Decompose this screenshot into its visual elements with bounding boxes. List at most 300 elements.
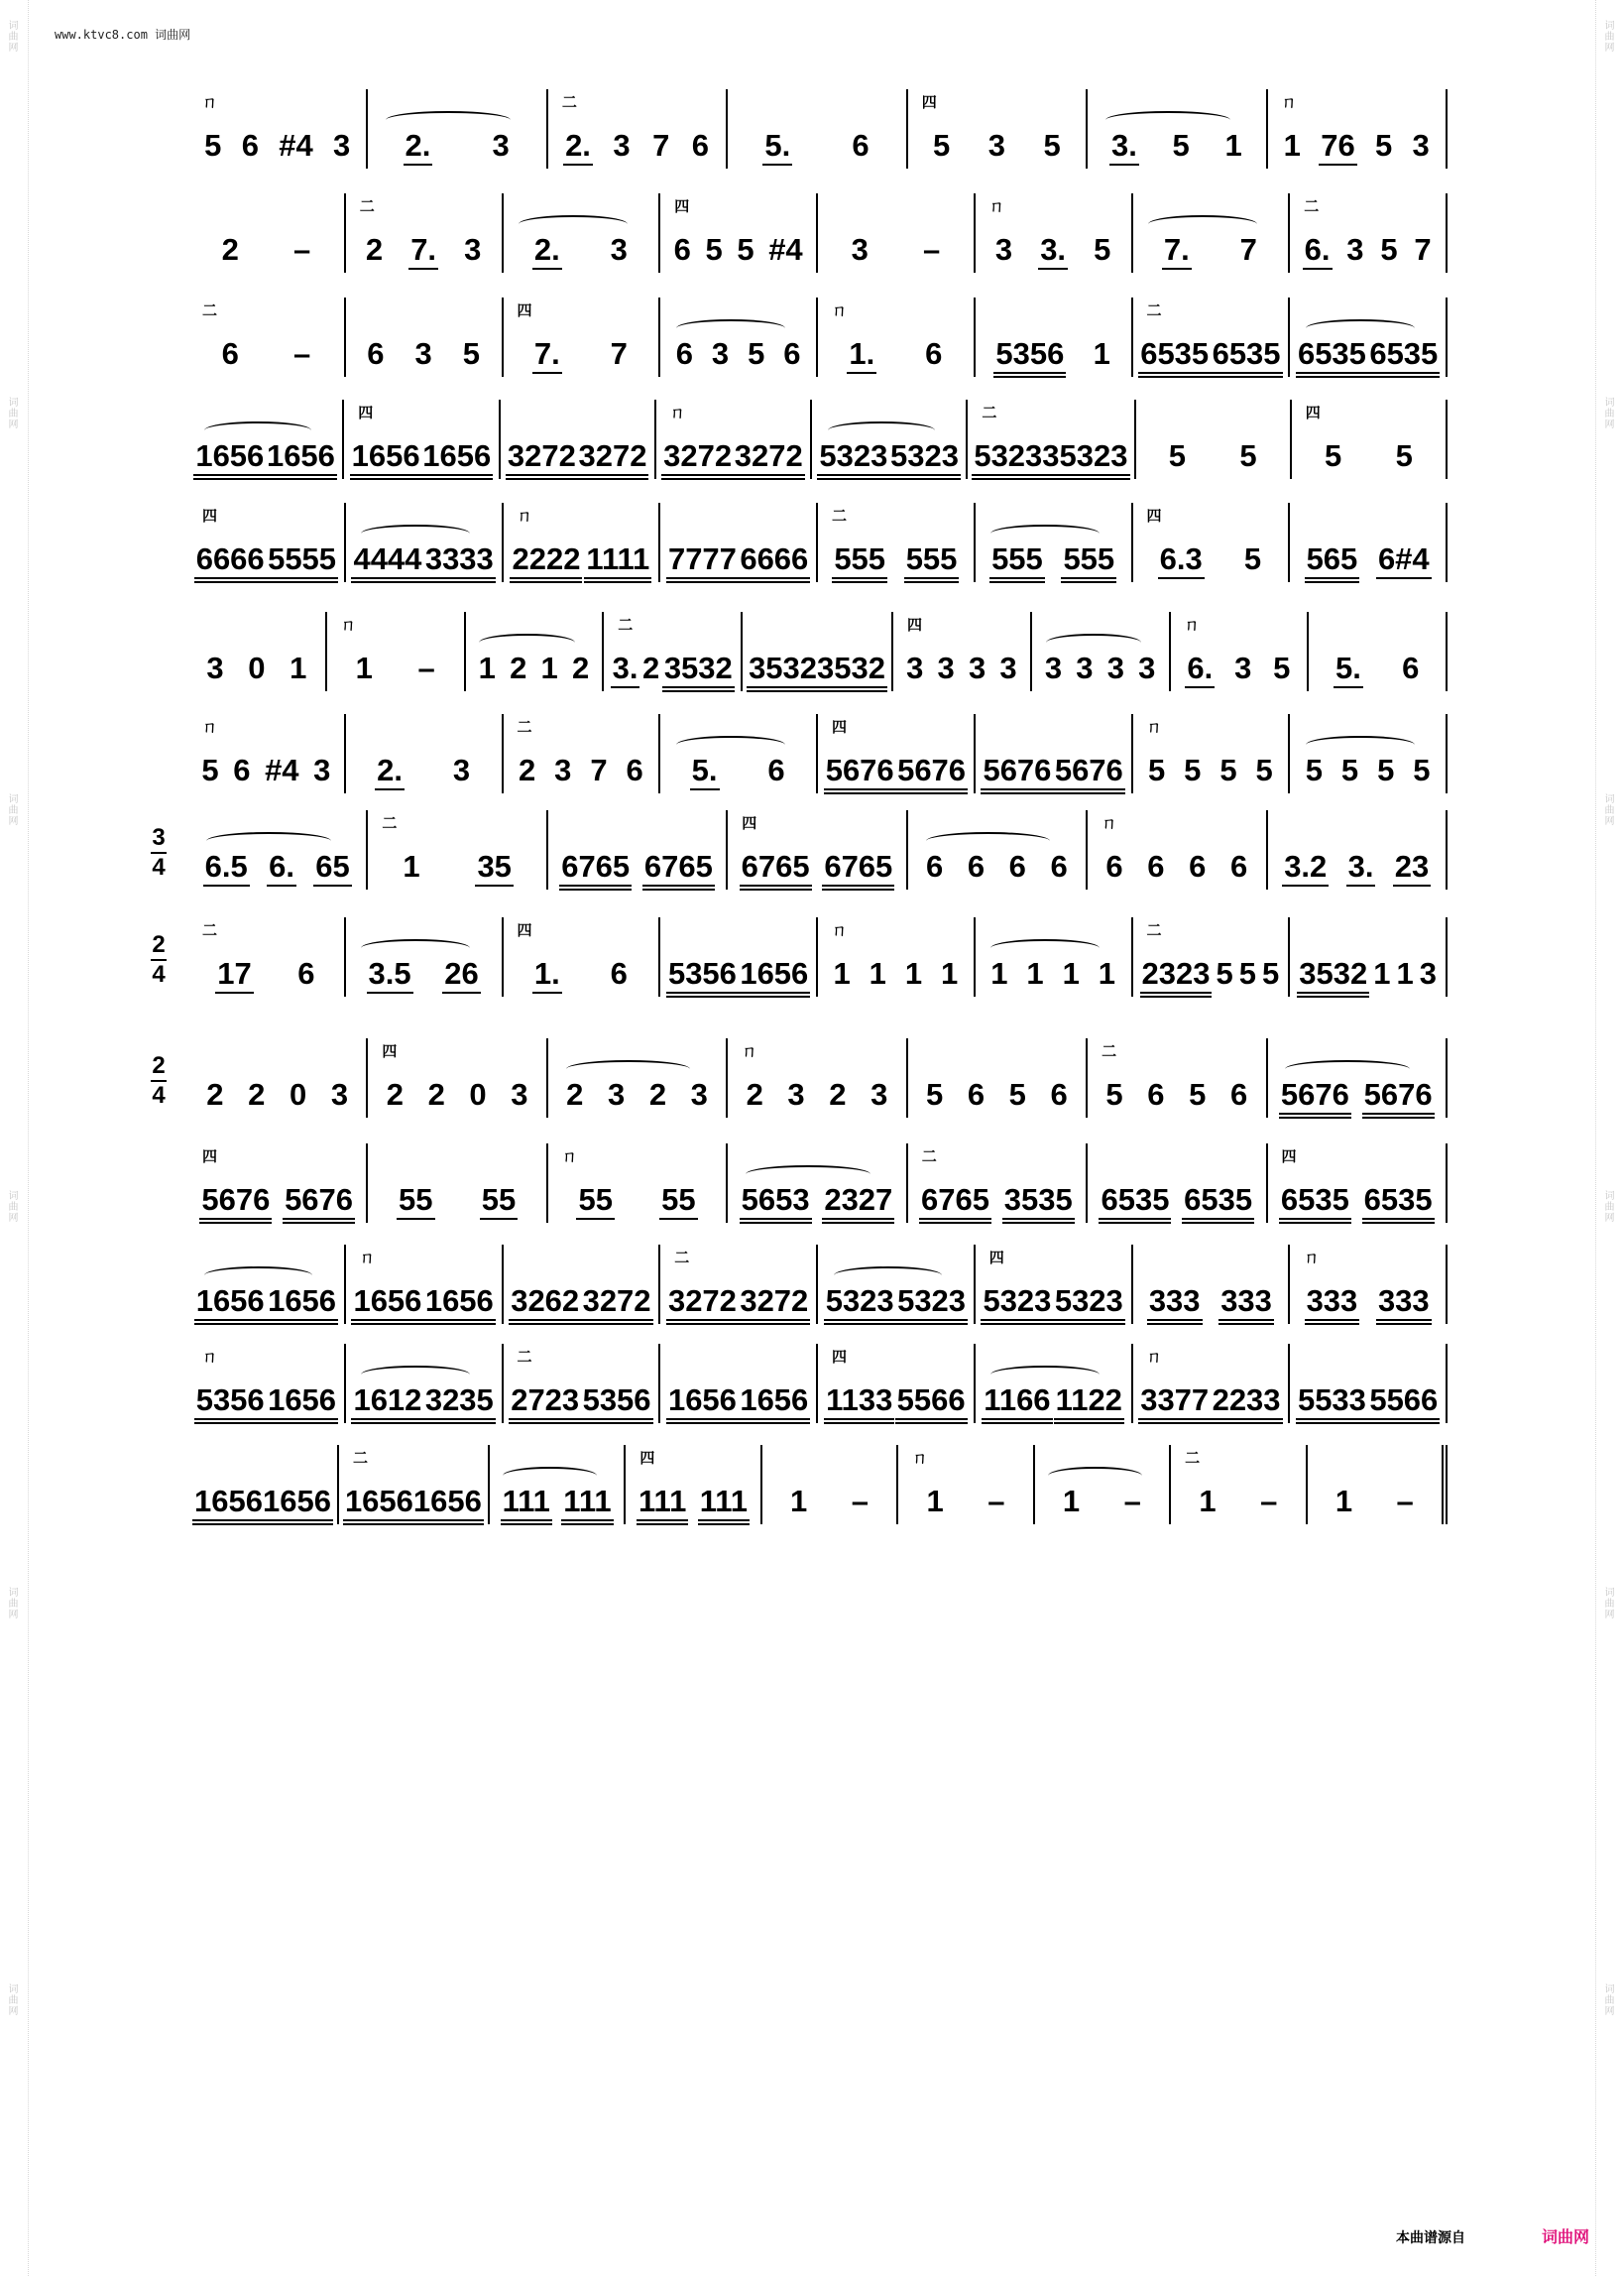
note-group <box>995 234 1012 273</box>
note-group <box>1101 1184 1169 1223</box>
measure <box>660 298 818 377</box>
note-group <box>590 755 607 793</box>
note-group <box>583 1285 651 1324</box>
time-signature-numerator: 3 <box>152 824 166 851</box>
note-text: 6 <box>1147 849 1165 884</box>
note-text: 6535 <box>1212 336 1281 371</box>
note-text: 111 <box>502 1484 550 1518</box>
measure <box>728 89 907 169</box>
note-group <box>586 543 649 582</box>
note-group <box>583 1384 651 1423</box>
note-text: 3272 <box>740 1283 809 1318</box>
measure <box>188 1245 346 1324</box>
note-group <box>692 130 709 169</box>
note-text: 1656 <box>412 1484 482 1518</box>
measure <box>504 1344 661 1423</box>
note-text: 3 <box>711 336 730 371</box>
note-group <box>1414 234 1431 273</box>
note-text: 1656 <box>351 438 420 473</box>
note-text: 1 <box>1062 956 1080 991</box>
note-group <box>712 338 729 377</box>
measure <box>728 810 907 890</box>
note-group <box>740 1384 808 1423</box>
note-group <box>1105 1079 1122 1118</box>
note-text: 55 <box>661 1182 696 1217</box>
note-text: 2. <box>533 232 560 267</box>
measure <box>908 810 1088 890</box>
bowing-mark-icon: 二 <box>1304 197 1320 215</box>
note-text: 6 <box>967 1077 986 1112</box>
note-group <box>469 1079 486 1118</box>
note-text: 5 <box>1216 956 1233 991</box>
slur-icon <box>1306 319 1415 337</box>
note-text: 6. <box>269 849 294 884</box>
note-text: 2 <box>206 1077 224 1112</box>
slur-icon <box>990 525 1100 542</box>
bowing-mark-icon: 四 <box>382 1042 398 1060</box>
sustain-dash <box>1397 1486 1414 1524</box>
note-group <box>248 1079 265 1118</box>
footer-logo[interactable]: 词曲网 <box>1542 2227 1590 2246</box>
slur-icon <box>676 319 785 337</box>
sustain-dash <box>417 653 434 691</box>
note-text: 7 <box>1239 232 1257 267</box>
note-group <box>248 653 265 691</box>
note-group <box>611 958 628 997</box>
note-group <box>1239 958 1256 997</box>
edge-text: 词曲网 <box>1602 20 1613 53</box>
note-group <box>834 543 885 582</box>
note-group <box>790 1486 807 1524</box>
note-group <box>268 1384 336 1423</box>
bowing-mark-icon: 四 <box>517 301 532 319</box>
note-group <box>512 543 580 582</box>
measure <box>818 917 976 997</box>
note-group <box>925 338 942 377</box>
note-text: 3 <box>1346 232 1364 267</box>
note-group <box>668 543 737 582</box>
note-group <box>611 338 628 377</box>
note-group <box>269 851 294 890</box>
note-text: 5 <box>201 753 219 787</box>
slur-icon <box>479 634 574 652</box>
note-group <box>1273 653 1290 691</box>
score-system <box>188 1344 1448 1423</box>
note-group <box>201 755 218 793</box>
note-group <box>833 958 850 997</box>
note-group <box>1373 958 1390 997</box>
note-group <box>511 1384 579 1423</box>
measure <box>976 1344 1133 1423</box>
note-text: 5653 <box>741 1182 810 1217</box>
note-text: 7777 <box>667 541 737 576</box>
time-signature-numerator: 2 <box>152 931 166 958</box>
note-group <box>817 653 885 691</box>
note-text: 5323 <box>1054 1283 1123 1318</box>
slur-icon <box>834 1266 943 1284</box>
note-group <box>195 440 264 479</box>
note-group <box>508 440 576 479</box>
note-text: 3532 <box>663 651 733 685</box>
note-group <box>353 1384 421 1423</box>
note-text: 5 <box>1043 128 1061 163</box>
note-group <box>413 1486 482 1524</box>
bowing-mark-icon: 二 <box>921 1147 937 1165</box>
note-group <box>1199 1486 1216 1524</box>
measure <box>188 1143 368 1223</box>
note-group <box>663 440 732 479</box>
note-text: 2. <box>377 753 404 787</box>
note-text: 2 <box>648 1077 667 1112</box>
bowing-mark-icon: 四 <box>358 404 374 421</box>
bowing-mark-icon: 四 <box>1281 1147 1297 1165</box>
note-group <box>453 755 470 793</box>
note-text: 3272 <box>578 438 647 473</box>
note-group <box>265 755 298 793</box>
note-text: 5 <box>462 336 480 371</box>
note-text: 1 <box>290 651 307 685</box>
note-text: 3 <box>906 651 924 685</box>
measure <box>1088 89 1267 169</box>
bowing-mark-icon: ㄇ <box>912 1449 928 1467</box>
note-text: 5323 <box>897 1283 967 1318</box>
note-group <box>422 440 491 479</box>
measure <box>818 503 976 582</box>
bowing-mark-icon: 二 <box>382 814 398 832</box>
bowing-mark-icon: 二 <box>618 616 634 634</box>
edge-text: 词曲网 <box>1602 1587 1613 1619</box>
note-group <box>676 338 693 377</box>
note-group <box>1147 1079 1164 1118</box>
note-text: 6765 <box>643 849 713 884</box>
note-text: 3.2 <box>1284 849 1328 884</box>
note-group <box>1213 1384 1281 1423</box>
edge-text: 词曲网 <box>6 20 17 53</box>
note-text: 3.5 <box>368 956 411 991</box>
note-text: 5 <box>1168 438 1186 473</box>
note-group <box>1281 1079 1349 1118</box>
note-text: 5 <box>1008 1077 1026 1112</box>
measure <box>188 714 346 793</box>
measure <box>548 810 728 890</box>
note-group <box>406 130 431 169</box>
right-margin-watermark <box>1595 0 1624 2276</box>
note-text: 3 <box>1138 651 1156 685</box>
note-group <box>233 755 250 793</box>
measure <box>1290 503 1448 582</box>
note-group <box>824 1184 892 1223</box>
note-text: 3 <box>870 1077 888 1112</box>
measure <box>1088 810 1267 890</box>
note-text: 5356 <box>995 336 1065 371</box>
note-text: 5 <box>1105 1077 1123 1112</box>
note-group <box>315 851 349 890</box>
note-text: 2. <box>405 128 431 163</box>
note-text: 3 <box>994 232 1013 267</box>
measure <box>604 612 743 691</box>
note-text: 5 <box>737 232 754 267</box>
note-text: 333 <box>1306 1283 1358 1318</box>
note-group <box>1051 1079 1068 1118</box>
measure <box>368 89 547 169</box>
note-text: 3235 <box>424 1382 494 1417</box>
note-text: 1 <box>1199 1484 1217 1518</box>
site-url[interactable]: www.ktvc8.com 词曲网 <box>55 28 191 42</box>
score-system <box>188 89 1448 169</box>
note-text: 2 <box>365 232 384 267</box>
measure <box>1290 917 1448 997</box>
note-group <box>464 234 481 273</box>
note-text: 6535 <box>1297 336 1366 371</box>
note-text: 5323 <box>983 1283 1052 1318</box>
note-text: 76 <box>1321 128 1355 163</box>
note-text: 555 <box>905 541 958 576</box>
note-text: 5 <box>1255 753 1273 787</box>
note-group <box>1396 440 1413 479</box>
note-text: 5 <box>1305 753 1323 787</box>
note-group <box>428 1079 445 1118</box>
note-text: 5 <box>1184 753 1202 787</box>
note-text: 1656 <box>424 1283 494 1318</box>
bowing-mark-icon: 四 <box>639 1449 655 1467</box>
note-text: 3 <box>1412 128 1430 163</box>
measure <box>908 89 1088 169</box>
note-text: 6#4 <box>1377 541 1430 576</box>
note-text: – <box>1260 1484 1278 1518</box>
note-text: 1 <box>869 956 886 991</box>
note-text: 7. <box>410 232 437 267</box>
note-group <box>787 1079 804 1118</box>
measure <box>1088 1038 1267 1118</box>
note-text: 6 <box>626 753 643 787</box>
measure <box>368 810 547 890</box>
note-text: 333 <box>1148 1283 1201 1318</box>
note-group <box>331 1079 348 1118</box>
note-text: 6 <box>367 336 385 371</box>
note-text: 3 <box>511 1077 528 1112</box>
score-system <box>188 503 1448 582</box>
note-group <box>661 1184 695 1223</box>
note-text: 5. <box>1334 651 1361 685</box>
note-group <box>668 1285 737 1324</box>
note-text: 5 <box>1375 128 1393 163</box>
bowing-mark-icon: 四 <box>1146 507 1162 525</box>
note-text: 7 <box>590 753 608 787</box>
note-text: 7. <box>533 336 560 371</box>
note-group <box>1341 755 1358 793</box>
note-text: 6666 <box>740 541 809 576</box>
note-text: 5676 <box>825 753 894 787</box>
measure <box>1133 503 1291 582</box>
bowing-mark-icon: 四 <box>202 507 218 525</box>
measure <box>1171 1445 1307 1524</box>
note-group <box>242 130 259 169</box>
note-text: 55 <box>399 1182 433 1217</box>
note-group <box>1111 130 1137 169</box>
note-group <box>990 958 1007 997</box>
note-group <box>477 851 511 890</box>
note-text: 1612 <box>353 1382 422 1417</box>
note-text: 6 <box>1229 849 1248 884</box>
note-text: 3272 <box>582 1283 651 1318</box>
note-group <box>1281 1184 1349 1223</box>
note-text: 111 <box>563 1484 612 1518</box>
measure <box>1136 400 1292 479</box>
note-group <box>1321 130 1354 169</box>
measure <box>339 1445 490 1524</box>
note-group <box>1299 958 1367 997</box>
edge-text: 词曲网 <box>1602 793 1613 826</box>
note-text: 23 <box>1394 849 1430 884</box>
note-text: 6 <box>675 336 693 371</box>
edge-text: 词曲网 <box>1602 397 1613 429</box>
note-group <box>849 338 874 377</box>
note-text: 3 <box>787 1077 805 1112</box>
measure <box>188 193 346 273</box>
note-group <box>367 338 384 377</box>
note-text: 1. <box>849 336 875 371</box>
note-text: 5323 <box>819 438 888 473</box>
note-text: 5 <box>1261 956 1280 991</box>
measure <box>1133 1344 1291 1423</box>
note-group <box>1298 1384 1366 1423</box>
note-text: 6765 <box>824 849 893 884</box>
slur-icon <box>1046 634 1141 652</box>
measure <box>504 298 661 377</box>
note-group <box>1325 440 1341 479</box>
measure <box>1268 1143 1448 1223</box>
note-group <box>1189 1079 1206 1118</box>
note-text: 2 <box>518 753 536 787</box>
note-text: 5. <box>691 753 718 787</box>
note-group <box>399 1184 432 1223</box>
note-group <box>905 958 922 997</box>
slur-icon <box>519 215 628 233</box>
note-text: 3377 <box>1140 1382 1210 1417</box>
measure <box>344 400 500 479</box>
bowing-mark-icon: ㄇ <box>517 507 532 525</box>
score-system <box>188 612 1448 691</box>
note-text: 3333 <box>424 541 494 576</box>
measure <box>368 1143 547 1223</box>
note-text: 5 <box>748 336 765 371</box>
note-group <box>1060 440 1128 479</box>
measure <box>1309 612 1448 691</box>
edge-text: 词曲网 <box>1602 1983 1613 2016</box>
note-text: 5323 <box>825 1283 894 1318</box>
bowing-mark-icon: ㄇ <box>1304 1249 1320 1266</box>
note-group <box>649 1079 666 1118</box>
note-group <box>1402 653 1419 691</box>
measure <box>660 1344 818 1423</box>
note-group <box>747 1079 763 1118</box>
note-text: #4 <box>279 128 313 163</box>
note-text: 6535 <box>1101 1182 1170 1217</box>
bowing-mark-icon: 二 <box>517 1348 532 1366</box>
measure <box>1133 917 1291 997</box>
measure <box>548 1038 728 1118</box>
note-text: 6 <box>1050 1077 1068 1112</box>
note-text: 5 <box>705 232 723 267</box>
note-text: 2. <box>565 128 591 163</box>
note-text: 3 <box>1106 651 1124 685</box>
note-text: 6 <box>783 336 801 371</box>
note-text: 65 <box>315 849 350 884</box>
note-group <box>1364 1184 1433 1223</box>
note-group <box>638 1486 686 1524</box>
note-text: #4 <box>768 232 803 267</box>
slur-icon <box>566 1060 691 1078</box>
note-text: 5 <box>932 128 951 163</box>
note-text: 5 <box>1413 753 1431 787</box>
note-group <box>268 1285 336 1324</box>
note-text: 3. <box>612 651 638 685</box>
note-text: 1133 <box>826 1382 893 1417</box>
note-text: 5356 <box>195 1382 265 1417</box>
note-group <box>941 958 958 997</box>
measure <box>346 1245 504 1324</box>
note-text: 5676 <box>1054 753 1123 787</box>
note-text: 5566 <box>1369 1382 1439 1417</box>
measure <box>346 298 504 377</box>
note-group <box>377 755 403 793</box>
note-group <box>897 1285 966 1324</box>
note-text: 111 <box>699 1484 749 1518</box>
edge-text: 词曲网 <box>1602 1190 1613 1223</box>
note-group <box>608 1079 625 1118</box>
bowing-mark-icon: ㄇ <box>988 197 1004 215</box>
note-text: 3 <box>464 232 482 267</box>
note-group <box>995 338 1064 377</box>
note-text: 3 <box>414 336 432 371</box>
note-group <box>983 755 1051 793</box>
note-group <box>767 755 784 793</box>
note-text: 6 <box>673 232 691 267</box>
note-group <box>352 440 420 479</box>
score-system <box>188 1245 1448 1324</box>
note-text: 3272 <box>667 1283 737 1318</box>
note-text: 1 <box>1026 956 1044 991</box>
measure <box>188 1344 346 1423</box>
note-group <box>691 1079 708 1118</box>
measure <box>346 1344 504 1423</box>
note-text: 5. <box>764 128 791 163</box>
bowing-mark-icon: 二 <box>1102 1042 1117 1060</box>
slur-icon <box>990 1366 1100 1383</box>
left-margin-watermark <box>0 0 29 2276</box>
measure <box>728 1038 907 1118</box>
bowing-mark-icon: ㄇ <box>1146 718 1162 736</box>
note-group <box>824 851 892 890</box>
note-text: 5 <box>1340 753 1359 787</box>
measure <box>818 1344 976 1423</box>
note-group <box>611 234 628 273</box>
note-text: 6 <box>1050 849 1068 884</box>
note-group <box>897 1384 966 1423</box>
note-text: 1656 <box>353 1283 422 1318</box>
note-group <box>1055 755 1123 793</box>
note-text: 3 <box>1076 651 1094 685</box>
note-group <box>519 755 535 793</box>
note-text: 1656 <box>344 1484 413 1518</box>
note-group <box>1063 1486 1080 1524</box>
note-text: 1 <box>941 956 959 991</box>
note-text: 1 <box>1098 956 1116 991</box>
note-group <box>1378 1285 1430 1324</box>
note-group <box>742 851 810 890</box>
note-group <box>194 1486 263 1524</box>
note-text: 5676 <box>1280 1077 1349 1112</box>
